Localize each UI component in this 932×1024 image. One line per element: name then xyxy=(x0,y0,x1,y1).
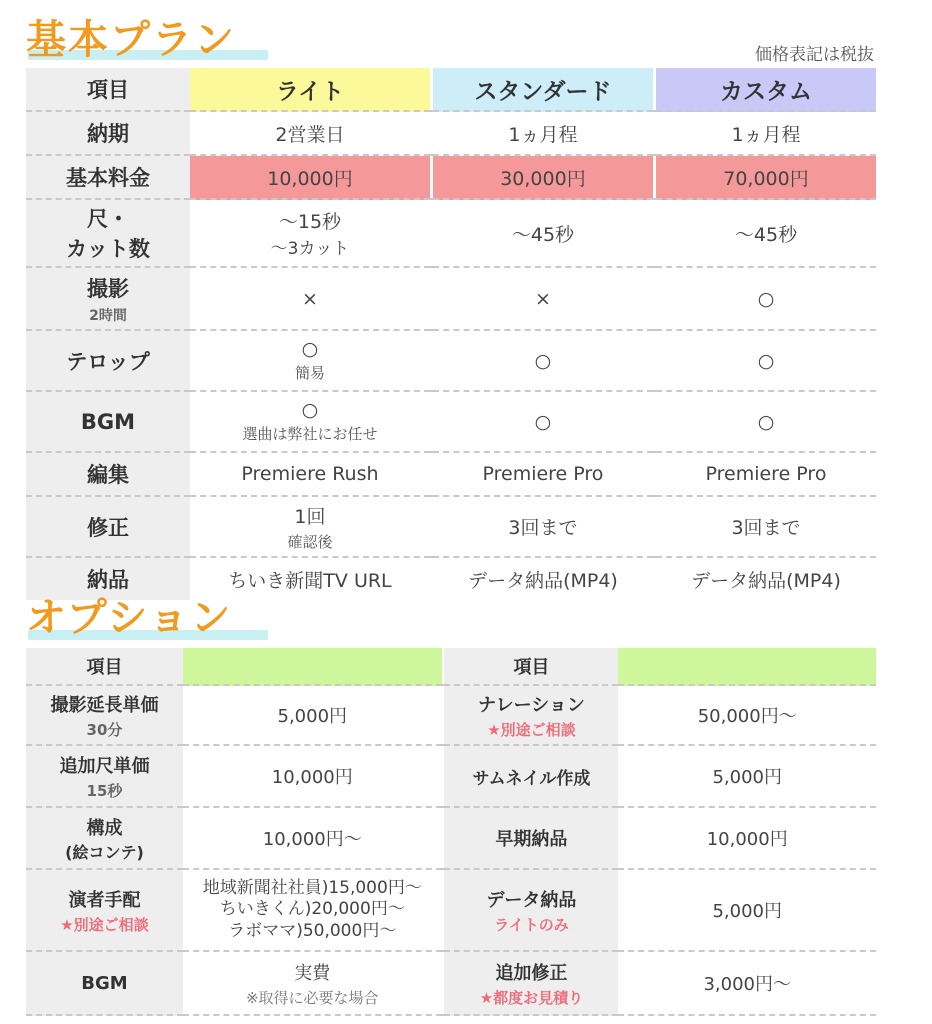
row-label: BGM xyxy=(26,392,190,453)
cell-standard: × xyxy=(433,268,653,331)
plan-header-label: 項目 xyxy=(26,68,190,112)
cell-standard: ～45秒 xyxy=(433,200,653,268)
option-value-right: 10,000円 xyxy=(618,808,876,870)
option-row xyxy=(26,746,876,808)
cell-standard: 1ヵ月程 xyxy=(433,112,653,156)
plan-header-custom: カスタム xyxy=(656,68,876,112)
row-length xyxy=(26,200,876,268)
option-label-left xyxy=(26,746,183,808)
option-value-left xyxy=(183,870,442,952)
cell-custom: ～45秒 xyxy=(656,200,876,268)
cell-light-note: 簡易 xyxy=(294,364,325,382)
row-shooting xyxy=(26,268,876,331)
option-label-sub: (絵コンテ) xyxy=(65,842,144,862)
option-row xyxy=(26,686,876,746)
option-label-main: データ納品 xyxy=(486,889,577,911)
cell-light xyxy=(190,497,430,558)
cell-standard: ○ xyxy=(433,331,653,392)
cell-custom: 3回まで xyxy=(656,497,876,558)
row-editing xyxy=(26,453,876,497)
option-value-right: 50,000円～ xyxy=(618,686,876,746)
cell-standard: ○ xyxy=(433,392,653,453)
cell-custom: ○ xyxy=(656,331,876,392)
tax-note: 価格表記は税抜 xyxy=(755,45,874,65)
option-value-line1: 実費 xyxy=(294,962,331,984)
row-label-main: 撮影 xyxy=(87,276,129,301)
row-revision xyxy=(26,497,876,558)
cell-light: 2営業日 xyxy=(190,112,430,156)
row-price xyxy=(26,156,876,200)
row-label: 編集 xyxy=(26,453,190,497)
option-value-right: 5,000円 xyxy=(618,870,876,952)
option-label-right: サムネイル作成 xyxy=(444,746,618,808)
cell-standard: データ納品(MP4) xyxy=(468,569,618,592)
cell-light: 10,000円 xyxy=(190,156,430,200)
row-label: 納期 xyxy=(26,112,190,156)
cell-custom: ○ xyxy=(656,268,876,331)
option-label-sub: ★都度お見積り xyxy=(479,988,584,1007)
basic-plan-table xyxy=(26,68,876,600)
option-label-left: BGM xyxy=(26,952,183,1016)
cell-custom: Premiere Pro xyxy=(656,453,876,497)
row-telop xyxy=(26,331,876,392)
cell-custom: データ納品(MP4) xyxy=(691,569,841,592)
options-header-label-left: 項目 xyxy=(26,648,183,686)
cell-light-line2: ～3カット xyxy=(270,239,350,259)
option-row xyxy=(26,808,876,870)
cell-light-line1: 1回 xyxy=(294,505,326,528)
cell-light-line2: 確認後 xyxy=(287,532,333,551)
option-label-main: 追加修正 xyxy=(495,962,568,984)
row-label-line1: 尺・ xyxy=(87,207,129,231)
row-label: テロップ xyxy=(26,331,190,392)
cell-light xyxy=(190,331,430,392)
row-label: 修正 xyxy=(26,497,190,558)
option-label-main: 演者手配 xyxy=(68,889,141,911)
option-row xyxy=(26,952,876,1016)
options-header-value-left xyxy=(183,648,442,686)
option-value-line3: ラボママ)50,000円～ xyxy=(228,920,397,941)
cell-light: × xyxy=(190,268,430,331)
option-label-sub: ライトのみ xyxy=(494,915,569,934)
options-header-value-right xyxy=(618,648,876,686)
option-label-left xyxy=(26,686,183,746)
option-value-right: 3,000円～ xyxy=(618,952,876,1016)
basic-plan-title: 基本プラン xyxy=(26,17,236,63)
option-label-sub: ★別途ご相談 xyxy=(60,915,149,934)
cell-light-mark: ○ xyxy=(301,399,319,421)
option-row xyxy=(26,870,876,952)
option-label-right xyxy=(444,952,618,1016)
option-value-line2: ちいきくん)20,000円～ xyxy=(219,899,405,920)
cell-custom: ○ xyxy=(656,392,876,453)
cell-light-line1: ～15秒 xyxy=(278,211,342,233)
cell-light xyxy=(190,392,430,453)
row-label: 納品 xyxy=(26,558,190,600)
option-label-left xyxy=(26,808,183,870)
row-label: 基本料金 xyxy=(26,156,190,200)
option-value-line1: 地域新聞社社員)15,000円～ xyxy=(202,878,422,899)
row-label xyxy=(26,268,190,331)
option-label-main: 撮影延長単価 xyxy=(50,694,159,716)
cell-standard: Premiere Pro xyxy=(433,453,653,497)
cell-light xyxy=(190,200,430,268)
cell-light: Premiere Rush xyxy=(190,453,430,497)
option-value-left xyxy=(183,952,442,1016)
cell-standard: 3回まで xyxy=(433,497,653,558)
option-value-left: 5,000円 xyxy=(183,686,442,746)
option-label-right xyxy=(444,686,618,746)
options-header-label-right: 項目 xyxy=(444,648,618,686)
option-label-right: 早期納品 xyxy=(444,808,618,870)
plan-header-row xyxy=(26,68,876,112)
cell-light-note: 選曲は弊社にお任せ xyxy=(242,425,378,443)
plan-header-standard: スタンダード xyxy=(433,68,653,112)
row-delivery xyxy=(26,112,876,156)
options-header-row xyxy=(26,648,876,686)
option-label-right xyxy=(444,870,618,952)
cell-custom: 1ヵ月程 xyxy=(656,112,876,156)
row-bgm xyxy=(26,392,876,453)
options-table xyxy=(26,648,876,1016)
row-label xyxy=(26,200,190,268)
cell-standard: 30,000円 xyxy=(433,156,653,200)
options-title: オプション xyxy=(26,595,233,641)
option-label-main: 構成 xyxy=(86,817,123,839)
option-label-left xyxy=(26,870,183,952)
option-value-left: 10,000円 xyxy=(183,746,442,808)
option-label-main: ナレーション xyxy=(477,694,585,716)
row-deliverable xyxy=(26,558,876,600)
option-label-sub: 15秒 xyxy=(86,781,123,800)
option-value-right: 5,000円 xyxy=(618,746,876,808)
cell-light-mark: ○ xyxy=(301,338,319,360)
option-value-left: 10,000円～ xyxy=(183,808,442,870)
option-label-sub: ★別途ご相談 xyxy=(487,720,576,739)
row-label-line2: カット数 xyxy=(66,237,150,261)
option-value-note: ※取得に必要な場合 xyxy=(245,988,379,1007)
row-label-sub: 2時間 xyxy=(89,307,127,324)
option-label-main: 追加尺単価 xyxy=(59,755,150,777)
option-label-sub: 30分 xyxy=(86,720,123,739)
plan-header-light: ライト xyxy=(190,68,430,112)
cell-custom: 70,000円 xyxy=(656,156,876,200)
cell-light: ちいき新聞TV URL xyxy=(228,569,392,592)
